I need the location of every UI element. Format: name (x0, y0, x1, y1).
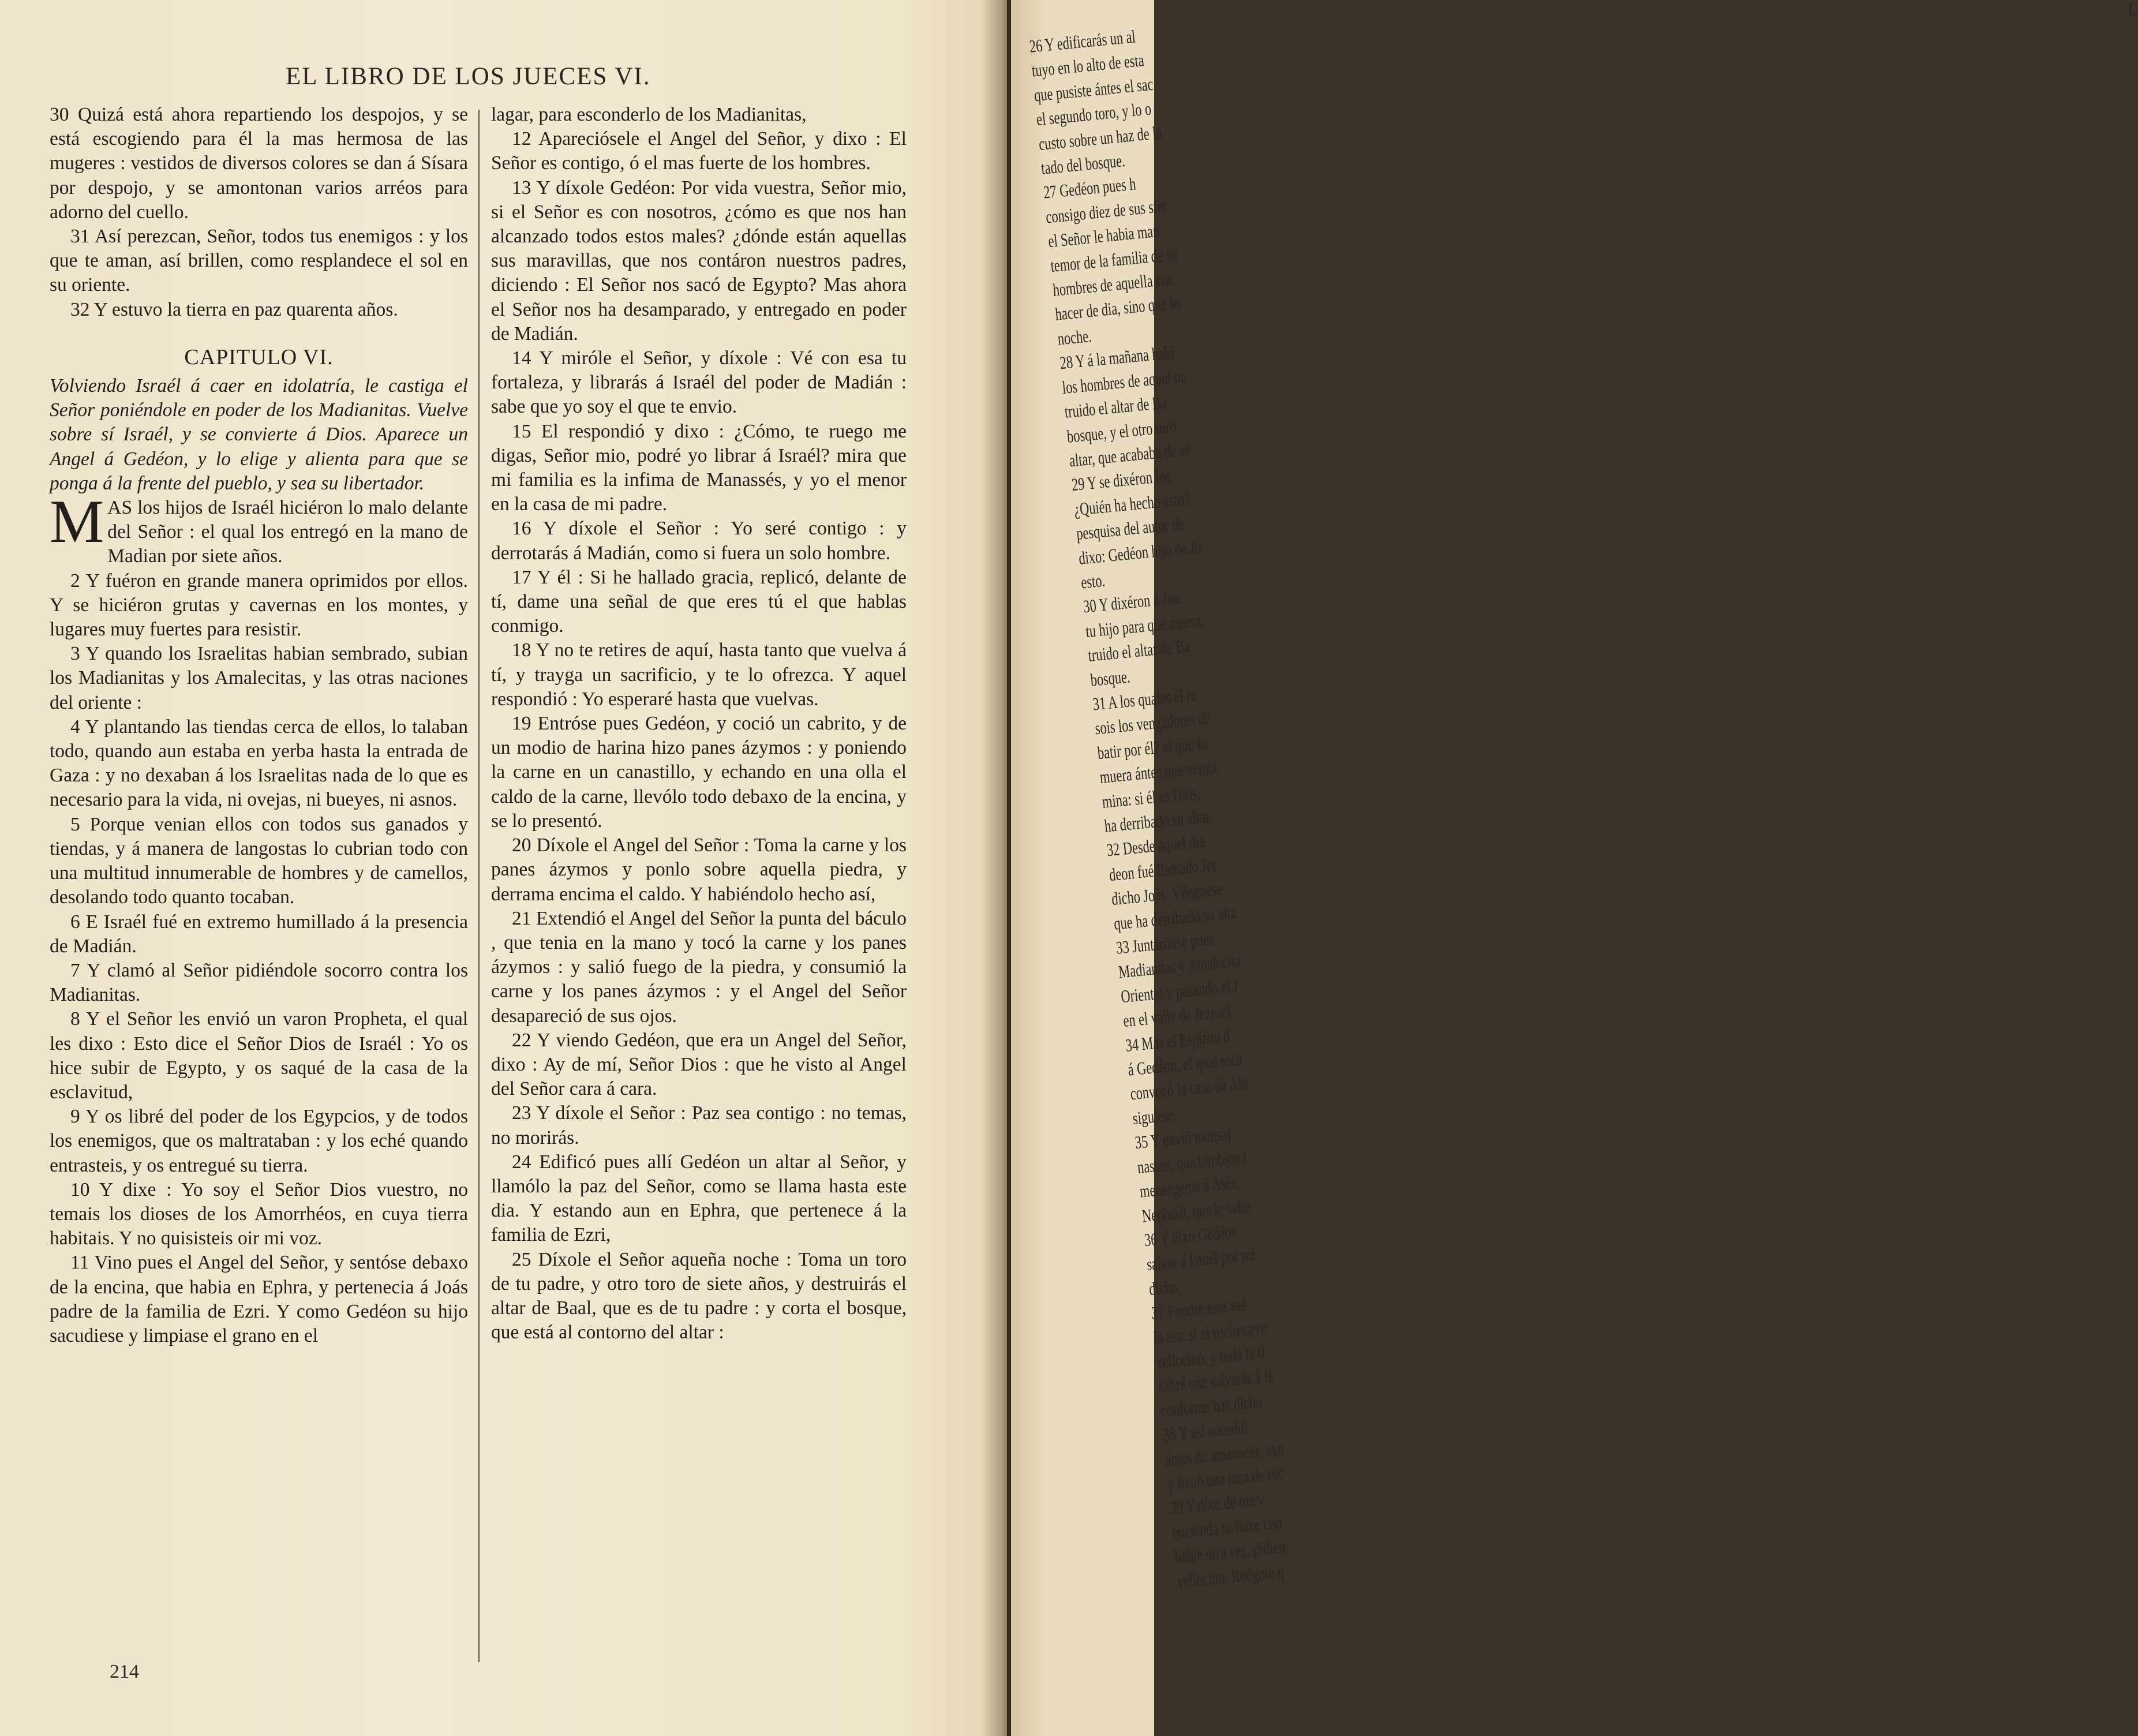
verse-continuation: lagar, para esconderlo de los Madianitas, (491, 104, 807, 125)
facing-page-line: y llenó una taza de roc (1167, 1462, 1285, 1494)
facing-page-line: 31 A los quales él re (1092, 684, 1197, 714)
verse: 21 Extendió el Angel del Señor la punta del báculo , que tenia en la mano y tocó la carne y los panes ázymos : y salió fuego de la piedra, y consumió la carne y los panes ázymos : y el Angel del Señor desapareció de sus ojos. (491, 907, 907, 1027)
column-rule (478, 110, 480, 1662)
verse: 11 Vino pues el Angel del Señor, y sentóse debaxo de la encina, que habia en Ephra, y pertenecia á Joás padre de la familia de Ezri. Y como Gedéon su hijo sacudiese y limpiase el grano en el (50, 1252, 468, 1346)
facing-page-line: salvar á Israél por mi (1145, 1244, 1256, 1275)
facing-page-line: tado del bosque. (1040, 150, 1126, 178)
facing-page-line: bosque. (1089, 665, 1131, 690)
facing-page-line: 33 Juntáronse pues (1115, 928, 1215, 958)
verse: 31 Así perezcan, Señor, todos tus enemigos : y los que te aman, así brillen, como resplandece el sol en su oriente. (50, 226, 468, 296)
facing-page-line: noche. (1057, 325, 1093, 349)
facing-page-line: truido el altar de Ba (1087, 635, 1191, 666)
facing-page-text (1028, 21, 1315, 1593)
facing-page-line: dicho, (1148, 1275, 1182, 1299)
facing-page-line: el Señor le habia man (1047, 220, 1160, 252)
left-column (50, 103, 468, 1348)
facing-page-line: 37 Pondré este vel (1150, 1294, 1247, 1323)
facing-page-line: custo sobre un haz de la (1038, 122, 1163, 154)
facing-page-line: el segundo toro, y lo o (1035, 98, 1152, 130)
verse: 19 Entróse pues Gedéon, y coció un cabrito, y de un modio de harina hizo panes ázymos : y poniendo la carne en un canastillo, y echando en una olla el caldo de la carne, llevólo todo debaxo de la encina, y se lo presentó. (491, 713, 907, 832)
facing-page-line: en el valle de Jezraél. (1122, 1000, 1234, 1031)
facing-page-line: ¿Quién ha hecho esto? (1073, 488, 1191, 519)
drop-cap: M (50, 488, 104, 556)
facing-page-line: sabré que salvarás á Is (1157, 1365, 1274, 1397)
left-page (0, 0, 1007, 1736)
facing-page (1011, 0, 2138, 1736)
facing-page-line: altar, que acababa de se (1068, 439, 1192, 471)
facing-page-line: pesquisa del autor de (1075, 513, 1185, 544)
facing-page-line: ha derribado su altar. (1103, 805, 1214, 836)
facing-page-line: 34 Mas el Espíritu d (1124, 1025, 1231, 1056)
facing-page-line: ántes de amanecer, exp (1165, 1438, 1285, 1470)
verse: 14 Y miróle el Señor, y díxole : Vé con esa tu fortaleza, y librarás á Israél del poder de Madián : sabe que yo soy el que te envio. (491, 347, 907, 418)
facing-page-line: hombres de aquella ciu (1051, 268, 1173, 300)
facing-page-line: 35 Y envió mensaj (1134, 1123, 1232, 1153)
verse: 6 E Israél fué en extremo humillado á la presencia de Madián. (50, 911, 468, 957)
verse: 30 Quizá está ahora repartiendo los despojos, y se está escogiendo para él la mas hermosa de las mugeres : vestidos de diversos colores se dan á Sísara por despojo, y se amontonan varios arréos para adorno del cuello. (50, 104, 468, 223)
facing-page-line: á Gedéon, el qual toca (1126, 1048, 1244, 1080)
facing-page-line: esto. (1080, 570, 1106, 593)
facing-page-line: consigo diez de sus sier (1044, 195, 1168, 227)
chapter-summary: Volviendo Israél á caer en idolatría, le castiga el Señor poniéndole en poder de los Madianitas. Vuelve sobre sí Israél, y se convierte á Dios. Aparece un Angel á Gedéon, y lo elige y alienta para que se ponga á la frente del pueblo, y sea su libertador. (50, 375, 468, 494)
facing-page-line: los hombres de aquel pu (1061, 365, 1188, 398)
page-header: EL LIBRO DE LOS JUECES VI. (286, 63, 651, 90)
facing-page-line: mensageros á Asér, (1139, 1172, 1240, 1202)
facing-page-line: 29 Y se dixéron los (1070, 465, 1171, 495)
facing-page-header-fragment: L (2128, 0, 2138, 19)
facing-page-line: hable otra vez, pidien (1174, 1536, 1286, 1567)
facing-page-line: 32 Desde aquel dia (1106, 830, 1206, 860)
verse: 20 Díxole el Angel del Señor : Toma la carne y los panes ázymos y ponlo sobre aquella piedra, y derrama encima el caldo. Y habiéndolo hecho así, (491, 835, 907, 905)
verse: 5 Porque venian ellos con todos sus ganados y tiendas, y á manera de langostas lo cubrian todo con una multitud innumerable de hombres y de camellos, desolando todo quanto tocaban. (50, 813, 468, 908)
facing-page-line: bosque, y el otro toro (1066, 416, 1178, 447)
facing-page-line: conforme has dicho. (1159, 1390, 1267, 1421)
book-gutter (981, 0, 1016, 1736)
verse: 18 Y no te retires de aquí, hasta tanto que vuelva á tí, y trayga un sacrificio, y te lo ofrezca. Y aquel respondió : Yo esperaré hasta que vuelvas. (491, 639, 907, 710)
facing-page-line: 39 Y dixo de nuev (1169, 1489, 1265, 1518)
first-verse (50, 488, 468, 569)
facing-page-line: muera ántes que venga (1099, 755, 1218, 788)
verse: 2 Y fuéron en grande manera oprimidos por ellos. Y se hiciéron grutas y cavernas en los montes, y lugares muy fuertes para resistir. (50, 570, 468, 641)
verse: 9 Y os libré del poder de los Egypcios, y de todos los enemigos, que os maltrataban : y los eché quando entrasteis, y os entregué su tierra. (50, 1106, 468, 1176)
facing-page-line: siguiese. (1132, 1103, 1178, 1129)
page-number: 214 (110, 1661, 139, 1682)
facing-page-line: tu hijo para que muera (1084, 609, 1203, 641)
facing-page-line: que ha derribado su alta (1113, 901, 1238, 934)
verse: 22 Y viendo Gedéon, que era un Angel del Señor, dixo : Ay de mí, Señor Dios : que he visto al Angel del Señor cara á cara. (491, 1029, 907, 1100)
verse: 3 Y quando los Israelitas habian sembrado, subian los Madianitas y los Amalecitas, y las otras naciones del oriente : (50, 643, 468, 713)
verse: 23 Y díxole el Señor : Paz sea contigo : no temas, no morirás. (491, 1102, 907, 1148)
verse: 15 El respondió y dixo : ¿Cómo, te ruego me digas, Señor mio, podré yo librar á Israél? mira que mi familia es la infima de Manassés, y yo el menor en la casa de mi padre. (491, 420, 907, 515)
facing-page-line: 27 Gedéon pues h (1042, 173, 1137, 203)
verse: 25 Díxole el Señor aqueña noche : Toma un toro de tu padre, y otro toro de siete años, y destruirás el altar de Baal, que es de tu padre : y corta el bosque, que está al contorno del altar : (491, 1248, 907, 1344)
facing-page-line: nassés, que tambien l (1136, 1146, 1248, 1177)
facing-page-line: hacer de dia, sino que lo (1054, 292, 1181, 325)
facing-page-line: que pusiste ántes el sac (1033, 73, 1154, 106)
facing-page-line: deon fué llamado Jer (1108, 854, 1218, 885)
facing-page-line: 26 Y edificarás un al (1028, 26, 1137, 57)
facing-page-line: Oriente: y pasando el J (1119, 975, 1240, 1007)
facing-page-line: Nephtali, que le salié (1141, 1195, 1252, 1226)
facing-page-line: vellocino, y toda la ti (1155, 1341, 1266, 1372)
facing-page-line: tuyo en lo alto de esta (1031, 50, 1145, 81)
facing-page-line: 28 Y á la mañana habi (1059, 342, 1175, 373)
facing-page-line: truido el altar de Ba (1064, 392, 1168, 422)
facing-page-line: la era: si el rocío caye (1152, 1316, 1267, 1348)
facing-page-line: 30 Y dixéron á Joá (1082, 587, 1181, 617)
verse: 12 Apareciósele el Angel del Señor, y dixo : El Señor es contigo, ó el mas fuerte de los hombres. (491, 128, 907, 174)
facing-page-line: 36 Y dixo Gedéon (1143, 1221, 1239, 1251)
facing-page-line: convocó la casa de Abi (1129, 1072, 1250, 1104)
verse: 8 Y el Señor les envió un varon Propheta, el qual les dixo : Esto dice el Señor Dios de Israél : Yo os hice subir de Egypto, y os saqué de la casa de la esclavitud, (50, 1008, 468, 1103)
facing-page-line: temor de la familia de su (1049, 243, 1179, 276)
chapter-title: CAPITULO VI. (184, 345, 334, 369)
verse: 7 Y clamó al Señor pidiéndole socorro contra los Madianitas. (50, 959, 468, 1006)
facing-page-line: sois los vengadores de (1094, 707, 1211, 739)
facing-page-line: batir por él? el que fu (1096, 732, 1209, 763)
facing-page-line: dicho Joás: Vénguese (1110, 878, 1224, 910)
facing-page-line: encienda tu furor con (1171, 1511, 1283, 1543)
facing-page-line: dixo: Gedéon hijo de Jo (1077, 536, 1203, 568)
facing-page-line: 38 Y así sucedió. (1162, 1416, 1252, 1445)
facing-page-line: mina: si él es Dios, (1101, 782, 1201, 812)
verse: 24 Edificó pues allí Gedéon un altar al Señor, y llamólo la paz del Señor, como se llama hasta este dia. Y estando aun en Ephra, que pertenece á la familia de Ezri, (491, 1151, 907, 1246)
right-column (491, 103, 907, 1345)
first-verse-text: AS los hijos de Israél hiciéron lo malo delante del Señor : el qual los entregó en la mano de Madian por siete años. (107, 497, 468, 567)
facing-page-line: Madianitas y Amalecita (1117, 950, 1242, 982)
verse: 32 Y estuvo la tierra en paz quarenta años. (70, 298, 398, 320)
verse: 16 Y díxole el Señor : Yo seré contigo : y derrotarás á Madián, como si fuera un solo hombre. (491, 518, 907, 564)
verse: 10 Y dixe : Yo soy el Señor Dios vuestro, no temais los dioses de los Amorrhéos, en cuya tierra habitais. Y no quisisteis oir mi voz. (50, 1178, 468, 1249)
verse: 17 Y él : Si he hallado gracia, replicó, delante de tí, dame una señal de que eres tú el que hablas conmigo. (491, 566, 907, 637)
verse: 13 Y díxole Gedéon: Por vida vuestra, Señor mio, si el Señor es con nosotros, ¿cómo es que nos han alcanzado todos estos males? ¿dónde están aquellas sus maravillas, que nos contáron nuestros padres, diciendo : El Señor nos sacó de Egypto? Mas ahora el Señor nos ha desamparado, y entregado en poder de Madián. (491, 177, 907, 345)
verse: 4 Y plantando las tiendas cerca de ellos, lo talaban todo, quando aun estaba en yerba hasta la entrada de Gaza : y no dexaban á los Israelitas nada de lo que es necesario para la vida, ni ovejas, ni bueyes, ni asnos. (50, 716, 468, 811)
facing-page-line: vellocino. Ruégote q (1176, 1561, 1285, 1592)
